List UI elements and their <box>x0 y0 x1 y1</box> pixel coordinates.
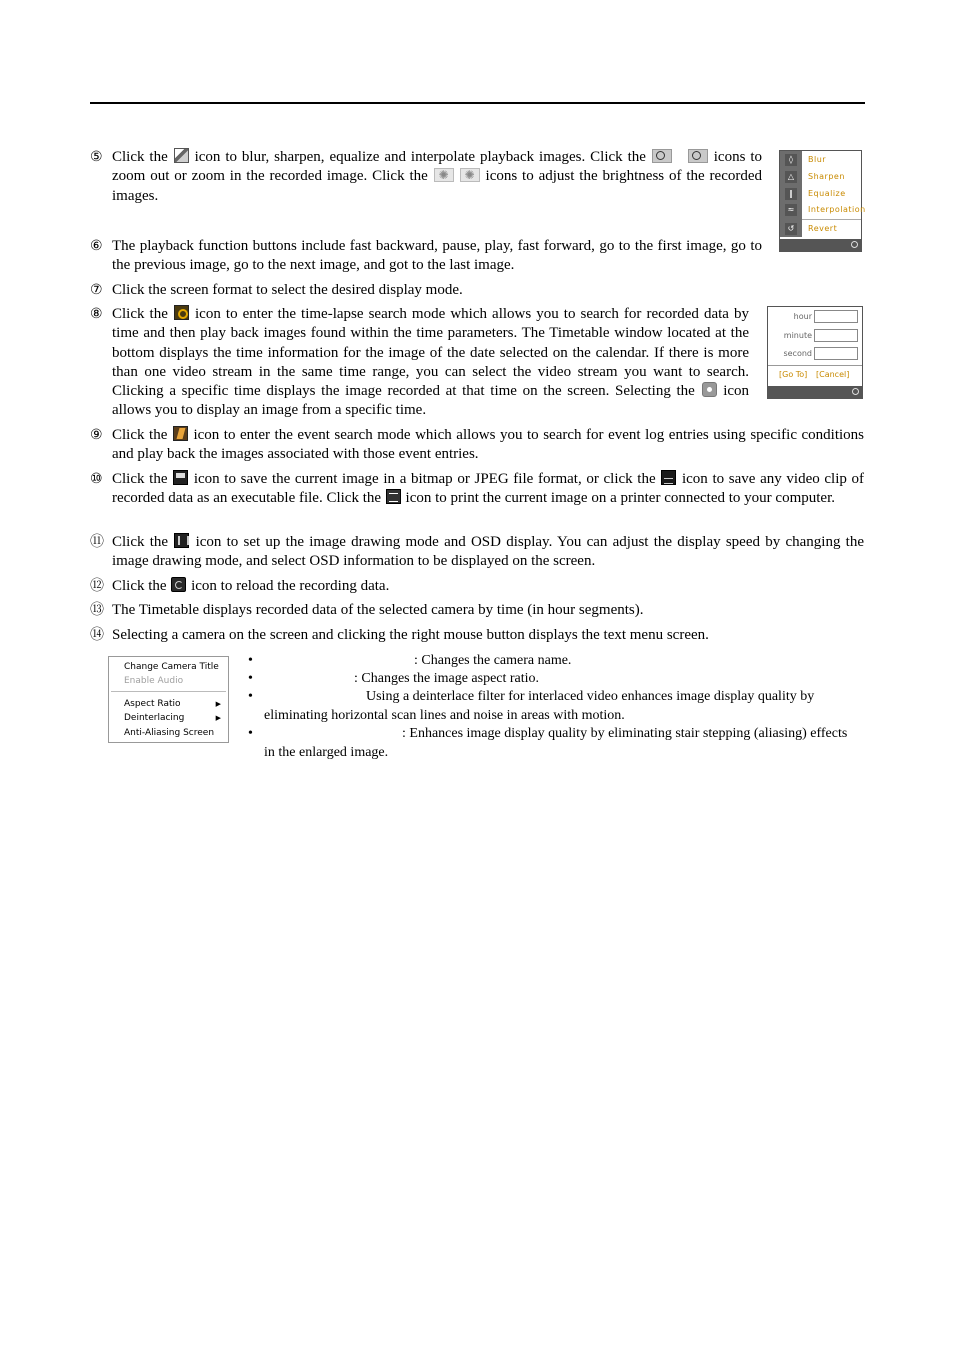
header-rule <box>90 102 865 104</box>
bullet-change-camera-title: • : Changes the camera name. <box>248 653 572 668</box>
step-text: Click the icon to enter the time-lapse search mode which allows you to search for recorded data by time and then play back images found within the time parameters. The Timetable window located at the bottom displays the time information for the image of the date selected on the calendar. If there is more than one video stream in the same time range, you can select the video stream you want to search. Clicking a specific time displays the image recorded at that time on the screen. Selecting the icon allows you to display an image from a specific time. <box>112 306 750 419</box>
panel-footer <box>768 386 862 398</box>
camera-context-menu <box>108 656 229 743</box>
cancel-button[interactable]: [Cancel] <box>816 370 850 379</box>
minute-input[interactable] <box>814 329 858 342</box>
save-image-icon <box>173 470 188 485</box>
menu-item-revert[interactable]: ↺ Revert <box>780 222 861 238</box>
save-clip-icon <box>661 470 676 485</box>
brightness-down-icon <box>434 168 454 182</box>
go-to-icon <box>702 382 717 397</box>
image-adjust-menu <box>779 150 866 252</box>
bullet-aspect-ratio: • : Changes the image aspect ratio. <box>248 671 540 686</box>
display-setup-icon <box>174 533 189 548</box>
zoom-out-icon <box>652 149 672 163</box>
step-text: Click the icon to set up the image drawing mode and OSD display. You can adjust the display speed by changing the image drawing mode, and select OSD information to be displayed on the screen. <box>112 534 865 570</box>
print-icon <box>386 489 401 504</box>
step-text: The playback function buttons include fast backward, pause, play, fast forward, go to the first image, go to the previous image, go to the next image, and got to the last image. <box>112 238 762 274</box>
menu-item-interpolation[interactable]: ≈ Interpolation <box>780 203 861 219</box>
step-number: ⑩ <box>90 472 103 487</box>
step-14 <box>90 626 865 646</box>
step-text: Click the icon to reload the recording data. <box>112 578 390 594</box>
reload-icon <box>171 577 186 592</box>
interpolation-icon: ≈ <box>785 204 797 216</box>
bullet-anti-aliasing: • : Enhances image display quality by eliminating stair stepping (aliasing) effects in the enlarged image. <box>248 726 848 760</box>
step-7 <box>90 281 770 301</box>
submenu-arrow-icon: ▶ <box>215 700 221 708</box>
menu-item-anti-aliasing-screen[interactable]: Anti-Aliasing Screen <box>124 728 215 738</box>
bullet-deinterlacing: • Using a deinterlace filter for interlaced video enhances image display quality by eliminating horizontal scan lines and noise in areas with motion. <box>248 689 815 723</box>
step-number: ⑧ <box>90 307 103 322</box>
menu-item-sharpen[interactable]: △ Sharpen <box>780 170 861 186</box>
close-icon[interactable] <box>851 241 858 248</box>
step-text: Click the icon to enter the event search mode which allows you to search for event log entries using specific conditions and play back the images associated with those event entries. <box>112 427 865 463</box>
menu-separator <box>111 691 226 692</box>
menu-item-aspect-ratio[interactable]: Aspect Ratio <box>124 699 181 709</box>
step-number: ⑭ <box>90 628 104 643</box>
step-number: ⑨ <box>90 428 103 443</box>
step-6 <box>90 237 770 277</box>
step-13 <box>90 601 865 621</box>
menu-item-deinterlacing[interactable]: Deinterlacing <box>124 713 185 723</box>
zoom-in-icon <box>688 149 708 163</box>
step-12 <box>90 577 865 597</box>
menu-item-equalize[interactable]: ‖ Equalize <box>780 187 861 203</box>
close-icon[interactable] <box>852 388 859 395</box>
step-9 <box>90 426 865 466</box>
time-lapse-search-icon <box>174 305 189 320</box>
step-5 <box>90 148 770 208</box>
step-text: Click the screen format to select the desired display mode. <box>112 282 463 298</box>
step-text: Click the icon to blur, sharpen, equalize and interpolate playback images. Click the icons to zoom out or zoom in the recorded image. Click the ✺✺ icons to adjust the brightness of the recorded images. <box>112 148 762 206</box>
panel-footer <box>780 239 861 251</box>
go-to-button[interactable]: [Go To] <box>779 370 808 379</box>
menu-item-enable-audio: Enable Audio <box>124 676 184 686</box>
menu-item-blur[interactable]: ◊ Blur <box>780 153 861 169</box>
step-text: The Timetable displays recorded data of the selected camera by time (in hour segments). <box>112 602 644 618</box>
step-number: ⑪ <box>90 535 104 550</box>
hour-input[interactable] <box>814 310 858 323</box>
revert-icon: ↺ <box>785 223 797 235</box>
step-10 <box>90 470 865 530</box>
step-number: ⑦ <box>90 283 103 298</box>
step-11 <box>90 533 865 573</box>
step-number: ⑥ <box>90 239 103 254</box>
go-to-panel <box>767 306 863 399</box>
step-text: Selecting a camera on the screen and clicking the right mouse button displays the text menu screen. <box>112 627 709 643</box>
image-adjust-icon <box>174 148 189 163</box>
step-number: ⑫ <box>90 579 104 594</box>
equalize-icon: ‖ <box>785 188 797 200</box>
menu-item-change-camera-title[interactable]: Change Camera Title <box>124 662 219 672</box>
drop-icon: ◊ <box>785 154 797 166</box>
step-text: Click the icon to save the current image in a bitmap or JPEG file format, or click the icon to save any video clip of recorded data as an executable file. Click the icon to print the current image on a printer connected to your computer. <box>112 471 865 507</box>
second-input[interactable] <box>814 347 858 360</box>
triangle-icon: △ <box>785 171 797 183</box>
step-number: ⑬ <box>90 603 104 618</box>
brightness-up-icon <box>460 168 480 182</box>
event-search-icon <box>173 426 188 441</box>
submenu-arrow-icon: ▶ <box>215 714 221 722</box>
minute-row: minute <box>768 327 862 345</box>
second-row: second <box>768 345 862 363</box>
step-8 <box>90 305 760 423</box>
hour-row: hour <box>768 308 862 326</box>
step-number: ⑤ <box>90 150 103 165</box>
